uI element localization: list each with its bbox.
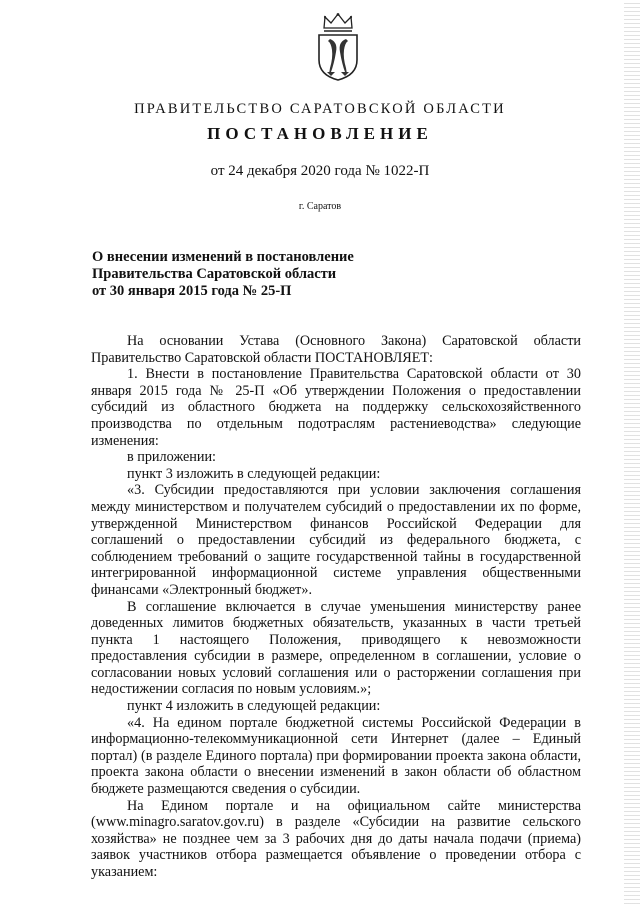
- body-paragraph: в приложении:: [127, 449, 216, 466]
- body-paragraph: пункт 3 изложить в следующей редакции:: [127, 465, 381, 482]
- document-body: [91, 333, 581, 881]
- body-paragraph: 1. Внести в постановление Правительства Саратовской области от 30 января 2015 года № 25-П «Об утверждении Положения о предоставлении субсидий из областного бюджета на поддержку сельскохозяйственного производства по отдельным подотраслям растениеводства» следующие изменения:: [91, 366, 581, 449]
- government-name: ПРАВИТЕЛЬСТВО САРАТОВСКОЙ ОБЛАСТИ: [134, 101, 506, 117]
- city-name: г. Саратов: [298, 201, 342, 212]
- subject-line: Правительства Саратовской области: [92, 266, 337, 282]
- subject-line: О внесении изменений в постановление: [92, 249, 354, 265]
- body-paragraph: В соглашение включается в случае уменьшения министерству ранее доведенных лимитов бюджетных обязательств, указанных в части третьей пункта 1 настоящего Положения, приводящего к невозможности предоставления субсидии в размере, определенном в соглашении, условие о согласовании новых условий соглашения или о расторжении соглашения при недостижении согласия по новым условиям.»;: [91, 598, 581, 698]
- body-paragraph: «3. Субсидии предоставляются при условии заключения соглашения между министерством и получателем субсидий о предоставлении их по форме, утвержденной Министерством финансов Российской Федерации для соглашений о предоставлении субсидий из федерального бюджета, с соблюдением требований о защите государственной тайны в государственной интегрированной информационной системе управления общественными финансами «Электронный бюджет».: [91, 482, 581, 598]
- document-subject: [92, 249, 452, 300]
- document-type: ПОСТАНОВЛЕНИЕ: [207, 124, 433, 143]
- body-paragraph: «4. На едином портале бюджетной системы Российской Федерации в информационно-телекоммуникационной сети Интернет (далее – Единый портал) (в разделе Единого портала) при формировании проекта закона области, проекта закона области о внесении изменений в закон области об областном бюджете размещаются сведения о субсидии.: [91, 714, 581, 798]
- coat-of-arms-icon: [316, 12, 360, 82]
- subject-line: от 30 января 2015 года № 25-П: [92, 283, 292, 299]
- body-paragraph: На Едином портале и на официальном сайте министерства (www.minagro.saratov.gov.ru) в разделе «Субсидии на развитие сельского хозяйства» не позднее чем за 3 рабочих дня до даты начала подачи (приема) заявок участников отбора размещается объявление о проведении отбора с указанием:: [91, 797, 581, 880]
- body-paragraph: пункт 4 изложить в следующей редакции:: [127, 698, 381, 715]
- body-paragraph: На основании Устава (Основного Закона) Саратовской области Правительство Саратовской области ПОСТАНОВЛЯЕТ:: [91, 333, 581, 366]
- document-date-number: от 24 декабря 2020 года № 1022-П: [210, 163, 430, 179]
